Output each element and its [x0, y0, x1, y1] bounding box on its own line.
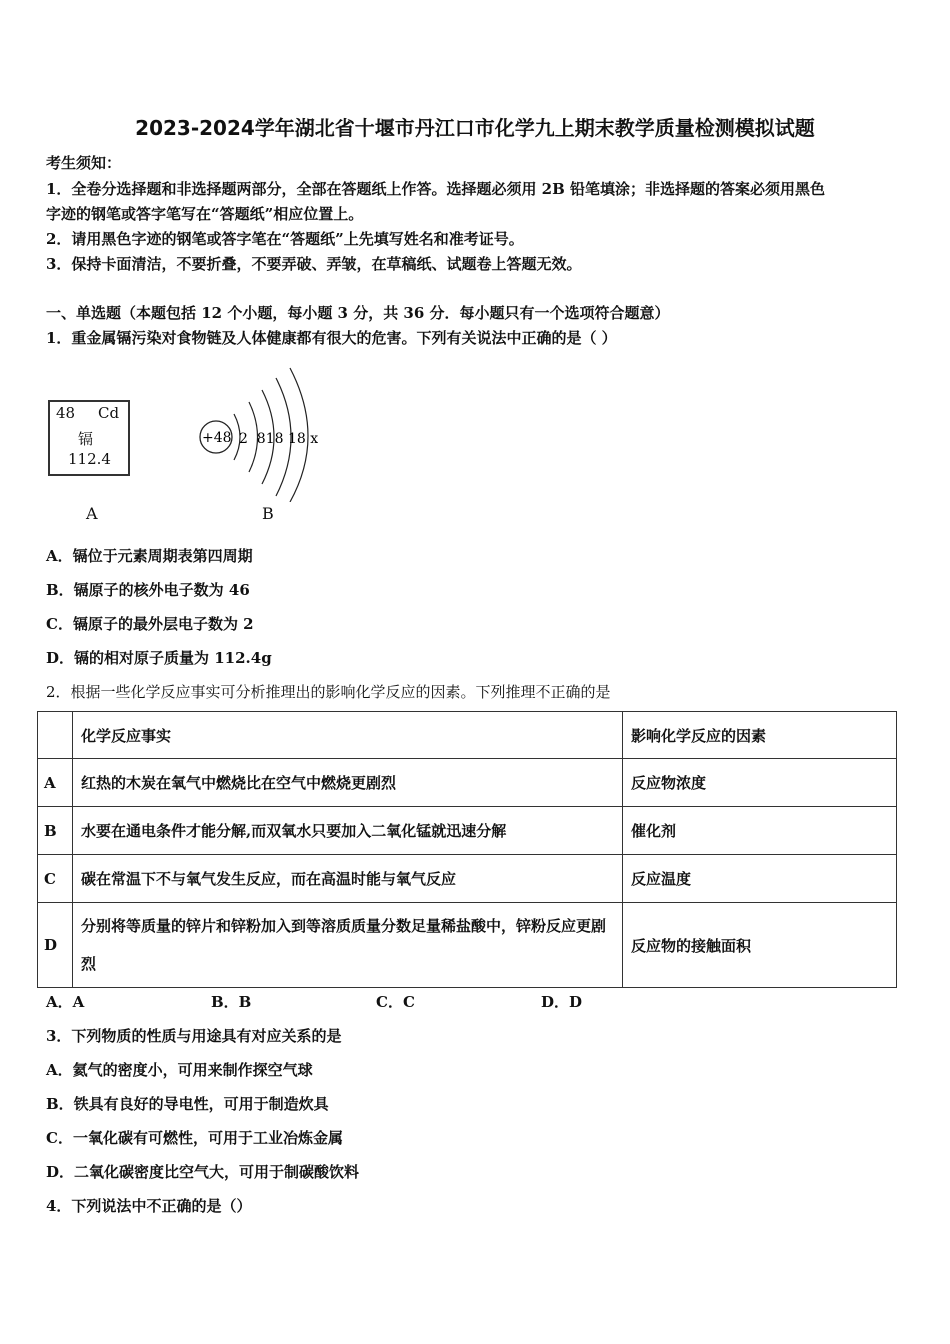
q3-stem: 3．下列物质的性质与用途具有对应关系的是 — [46, 1027, 342, 1045]
notice-heading: 考生须知： — [46, 154, 122, 172]
row-factor: 反应物浓度 — [623, 759, 897, 807]
q1-stem: 1．重金属镉污染对食物链及人体健康都有很大的危害。下列有关说法中正确的是（ ） — [46, 329, 617, 347]
row-factor: 反应温度 — [623, 855, 897, 903]
q3-option-a: A．氦气的密度小，可用来制作探空气球 — [46, 1061, 313, 1079]
q2-option-b: B．B — [211, 993, 252, 1011]
q3-option-c: C．一氧化碳有可燃性，可用于工业冶炼金属 — [46, 1129, 343, 1147]
notice-item-1-line-1: 1．全卷分选择题和非选择题两部分，全部在答题纸上作答。选择题必须用 2B 铅笔填涂；非选择题的答案必须用黑色 — [46, 180, 826, 198]
q2-option-c: C．C — [376, 993, 415, 1011]
table-header-cell: 影响化学反应的因素 — [623, 712, 897, 759]
q2-option-a: A．A — [46, 993, 85, 1011]
element-name: 镉 — [78, 430, 94, 448]
atomic-number: 48 — [56, 404, 76, 422]
figure-label-a: A — [86, 504, 98, 523]
q3-option-b: B．铁具有良好的导电性，可用于制造炊具 — [46, 1095, 329, 1113]
table-row — [38, 855, 897, 903]
table-header-cell — [38, 712, 73, 759]
figure-label-b: B — [262, 504, 274, 523]
atomic-mass: 112.4 — [68, 450, 111, 468]
table-header-cell: 化学反应事实 — [73, 712, 623, 759]
row-fact: 分别将等质量的锌片和锌粉加入到等溶质质量分数足量稀盐酸中，锌粉反应更剧烈 — [73, 903, 623, 988]
notice-item-1-line-2: 字迹的钢笔或答字笔写在“答题纸”相应位置上。 — [46, 205, 364, 223]
row-fact: 水要在通电条件才能分解,而双氧水只要加入二氧化锰就迅速分解 — [73, 807, 623, 855]
atom-structure-diagram — [194, 362, 344, 502]
q1-option-a: A．镉位于元素周期表第四周期 — [46, 547, 253, 565]
periodic-table-cell — [48, 400, 130, 476]
exam-title: 2023-2024学年湖北省十堰市丹江口市化学九上期末教学质量检测模拟试题 — [135, 116, 815, 140]
row-fact: 碳在常温下不与氧气发生反应，而在高温时能与氧气反应 — [73, 855, 623, 903]
element-symbol: Cd — [98, 404, 120, 422]
q2-option-d: D．D — [541, 993, 583, 1011]
q1-option-c: C．镉原子的最外层电子数为 2 — [46, 615, 254, 633]
row-factor: 反应物的接触面积 — [623, 903, 897, 988]
table-row — [38, 807, 897, 855]
section-heading: 一、单选题（本题包括 12 个小题，每小题 3 分，共 36 分．每小题只有一个选项符合题意） — [46, 304, 670, 322]
table-header-row — [38, 712, 897, 759]
q2-stem: 2．根据一些化学反应事实可分析推理出的影响化学反应的因素。下列推理不正确的是 — [46, 683, 611, 701]
q2-table — [37, 711, 897, 988]
q4-stem: 4．下列说法中不正确的是（） — [46, 1197, 252, 1215]
row-key: D — [38, 903, 73, 988]
notice-item-3: 3．保持卡面清洁，不要折叠，不要弄破、弄皱，在草稿纸、试题卷上答题无效。 — [46, 255, 582, 273]
q1-option-b: B．镉原子的核外电子数为 46 — [46, 581, 250, 599]
nucleus-charge: +48 — [202, 430, 232, 446]
q1-option-d: D．镉的相对原子质量为 112.4g — [46, 649, 272, 667]
row-fact: 红热的木炭在氧气中燃烧比在空气中燃烧更剧烈 — [73, 759, 623, 807]
table-row — [38, 759, 897, 807]
shell-electron-counts: 2 818 18 x — [239, 431, 319, 447]
notice-item-2: 2．请用黑色字迹的钢笔或答字笔在“答题纸”上先填写姓名和准考证号。 — [46, 230, 524, 248]
row-key: B — [38, 807, 73, 855]
q3-option-d: D．二氧化碳密度比空气大，可用于制碳酸饮料 — [46, 1163, 360, 1181]
q2-options — [46, 991, 746, 1012]
table-row — [38, 903, 897, 988]
row-key: C — [38, 855, 73, 903]
q1-figure — [44, 362, 344, 532]
row-key: A — [38, 759, 73, 807]
row-factor: 催化剂 — [623, 807, 897, 855]
